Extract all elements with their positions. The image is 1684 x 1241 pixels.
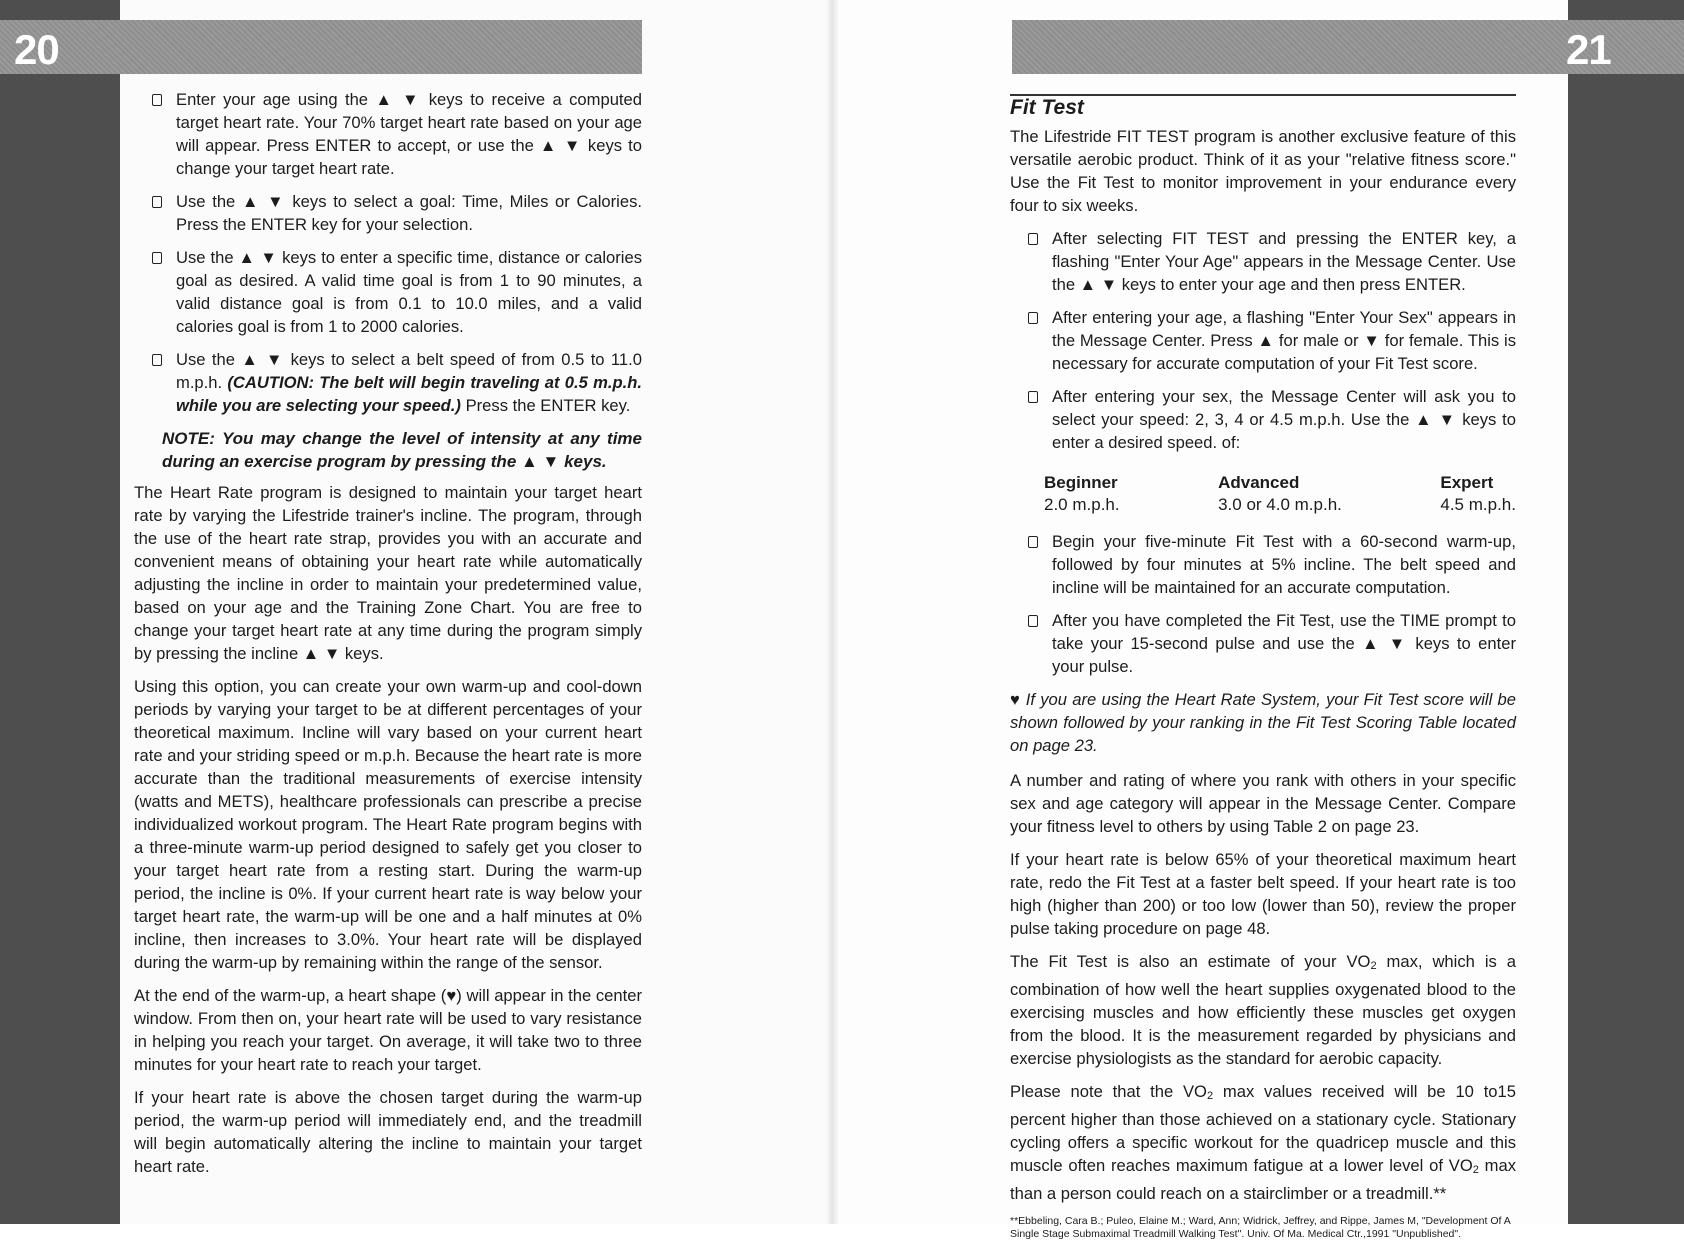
- checkbox-bullet-icon: [152, 354, 162, 366]
- intro-paragraph: The Lifestride FIT TEST program is another exclusive feature of this versatile aerobic product. Think of it as your "relative fitness score." Use the Fit Test to monitor improvement in your endurance every four to six weeks.: [1010, 127, 1516, 215]
- subscript: 2: [1206, 1090, 1214, 1102]
- level-speed: 4.5 m.p.h.: [1440, 495, 1516, 514]
- bullet-text: Use the ▲ ▼ keys to select a goal: Time, Miles or Calories. Press the ENTER key for your selection.: [176, 192, 642, 234]
- note-text: NOTE: You may change the level of intensity at any time during an exercise program by pressing the ▲ ▼ keys.: [162, 429, 642, 471]
- vo2-paragraph: [1010, 950, 1516, 1070]
- bullet-text: After selecting FIT TEST and pressing the ENTER key, a flashing "Enter Your Age" appears in the Message Center. Use the ▲ ▼ keys to enter your age and then press ENTER.: [1052, 229, 1516, 294]
- list-item: [134, 246, 642, 338]
- level-beginner: [1044, 472, 1120, 516]
- level-speed: 3.0 or 4.0 m.p.h.: [1218, 495, 1342, 514]
- right-dark-margin: [1568, 0, 1684, 1224]
- left-header-bar: [0, 20, 642, 74]
- list-item: [1010, 609, 1516, 678]
- paragraph: If your heart rate is above the chosen target during the warm-up period, the warm-up period will immediately end, and the treadmill will begin automatically altering the incline to maintain your target heart rate.: [134, 1088, 642, 1176]
- bullet-text: After entering your age, a flashing "Enter Your Sex" appears in the Message Center. Press ▲ for male or ▼ for female. This is necessary for accurate computation of your Fit Test score.: [1052, 308, 1516, 373]
- bullet-text: Use the ▲ ▼ keys to enter a specific time, distance or calories goal as desired. A valid time goal is from 1 to 90 minutes, a valid distance goal is from 0.1 to 10.0 miles, and a valid calories goal is from 1 to 2000 calories.: [176, 248, 642, 336]
- book-spine: [826, 0, 840, 1224]
- text-run: The Fit Test is also an estimate of your VO: [1010, 952, 1371, 971]
- caution-text: (CAUTION: The belt will begin traveling at 0.5 m.p.h. while you are selecting your speed.): [176, 373, 642, 415]
- vo2-note-paragraph: [1010, 1080, 1516, 1205]
- list-item: [1010, 306, 1516, 375]
- speed-levels-table: [1044, 472, 1516, 516]
- bullet-text: After you have completed the Fit Test, use the TIME prompt to take your 15-second pulse and use the ▲ ▼ keys to enter your pulse.: [1052, 611, 1516, 676]
- level-advanced: [1218, 472, 1342, 516]
- bullet-text: Press the ENTER key.: [465, 396, 631, 415]
- checkbox-bullet-icon: [152, 252, 162, 264]
- list-item: [1010, 385, 1516, 454]
- heart-note-text: If you are using the Heart Rate System, your Fit Test score will be shown followed by your ranking in the Fit Test Scoring Table located on page 23.: [1010, 690, 1516, 755]
- level-name: Advanced: [1218, 473, 1300, 492]
- right-column: [1010, 96, 1516, 1241]
- page-number-right: 21: [1566, 26, 1611, 73]
- level-name: Expert: [1440, 473, 1494, 492]
- heart-icon: ♥: [1010, 690, 1021, 709]
- level-speed: 2.0 m.p.h.: [1044, 495, 1120, 514]
- list-item: [1010, 227, 1516, 296]
- text-run: max, which is a combination of how well the heart supplies oxygenated blood to the exercising muscles and how efficiently these muscles get oxygen from the blood. It is the measurement regarded by physicians and exercise physiologists as the standard for aerobic capacity.: [1010, 952, 1516, 1068]
- checkbox-bullet-icon: [1028, 312, 1038, 324]
- section-title: Fit Test: [1010, 96, 1084, 119]
- subscript: 2: [1472, 1164, 1479, 1176]
- text-run: max values received will be 10 to15 percent higher than those achieved on a stationary cycle. Stationary cycling offers a specific workout for the quadricep muscle and this muscle often reaches maximum fatigue at a lower level of VO: [1010, 1082, 1516, 1175]
- paragraph: If your heart rate is below 65% of your theoretical maximum heart rate, redo the Fit Test at a faster belt speed. If your heart rate is too high (higher than 200) or too low (lower than 50), review the proper pulse taking procedure on page 48.: [1010, 850, 1516, 938]
- list-item: [134, 348, 642, 417]
- left-dark-margin: [0, 0, 120, 1224]
- checkbox-bullet-icon: [1028, 391, 1038, 403]
- page-number-left: 20: [14, 26, 59, 73]
- list-item: [134, 190, 642, 236]
- text-run: Please note that the VO: [1010, 1082, 1207, 1101]
- paragraph: At the end of the warm-up, a heart shape (♥) will appear in the center window. From then on, your heart rate will be used to vary resistance in helping you reach your target. On average, it will take two to three minutes for your heart rate to reach your target.: [134, 986, 642, 1074]
- checkbox-bullet-icon: [1028, 536, 1038, 548]
- paragraph: A number and rating of where you rank with others in your specific sex and age category will appear in the Message Center. Compare your fitness level to others by using Table 2 on page 23.: [1010, 771, 1516, 836]
- paragraph: The Heart Rate program is designed to maintain your target heart rate by varying the Lifestride trainer's incline. The program, through the use of the heart rate strap, provides you with an accurate and convenient means of obtaining your heart rate while automatically adjusting the incline in order to maintain your predetermined value, based on your age and the Training Zone Chart. You are free to change your target heart rate at any time during the program simply by pressing the incline ▲ ▼ keys.: [134, 483, 642, 663]
- checkbox-bullet-icon: [1028, 233, 1038, 245]
- level-expert: [1440, 472, 1516, 516]
- bullet-text: Enter your age using the ▲ ▼ keys to receive a computed target heart rate. Your 70% target heart rate based on your age will appear. Press ENTER to accept, or use the ▲ ▼ keys to change your target heart rate.: [176, 90, 642, 178]
- checkbox-bullet-icon: [152, 196, 162, 208]
- heart-rate-note: [1010, 688, 1516, 757]
- subscript: 2: [1370, 960, 1377, 972]
- checkbox-bullet-icon: [1028, 615, 1038, 627]
- footnote: **Ebbeling, Cara B.; Puleo, Elaine M.; Ward, Ann; Widrick, Jeffrey, and Rippe, James M, "Development Of A Single Stage Submaximal Treadmill Walking Test". Univ. Of Ma. Medical Ctr.,1991 "Unpublished".: [1010, 1215, 1511, 1240]
- paragraph: Using this option, you can create your own warm-up and cool-down periods by varying your target to be at different percentages of your theoretical maximum. Incline will vary based on your current heart rate and your striding speed or m.p.h. Because the heart rate is more accurate than the traditional measurements of exercise intensity (watts and METS), healthcare professionals can prescribe a precise individualized workout program. The Heart Rate program begins with a three-minute warm-up period designed to safely get you closer to your target heart rate from a resting start. During the warm-up period, the incline is 0%. If your current heart rate is way below your target heart rate, the warm-up will be one and a half minutes at 0% incline, then increases to 3.0%. Your heart rate will be displayed during the warm-up by remaining within the range of the sensor.: [134, 677, 642, 972]
- bullet-text: Begin your five-minute Fit Test with a 60-second warm-up, followed by four minutes at 5% incline. The belt speed and incline will be maintained for an accurate computation.: [1052, 532, 1516, 597]
- left-column: [134, 88, 642, 1188]
- level-name: Beginner: [1044, 473, 1118, 492]
- bullet-text: After entering your sex, the Message Center will ask you to select your speed: 2, 3, 4 or 4.5 m.p.h. Use the ▲ ▼ keys to enter a desired speed. of:: [1052, 387, 1516, 452]
- checkbox-bullet-icon: [152, 94, 162, 106]
- list-item: [1010, 530, 1516, 599]
- list-item: [134, 88, 642, 180]
- bullet-text: Use the ▲ ▼ keys to select a belt speed of from 0.5 to 11.0 m.p.h.: [176, 350, 642, 392]
- text-run: max than a person could reach on a stairclimber or a treadmill.**: [1010, 1156, 1516, 1203]
